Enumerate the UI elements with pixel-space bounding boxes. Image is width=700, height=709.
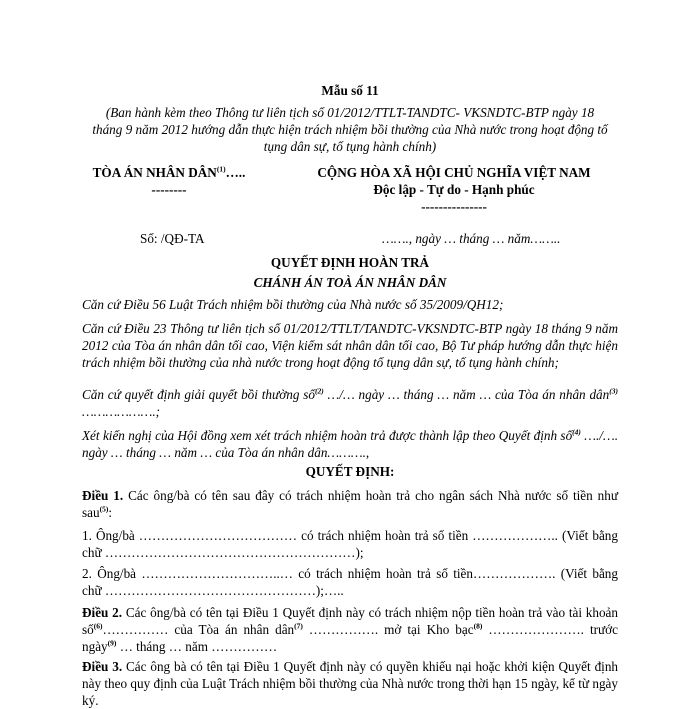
nation-block <box>284 164 624 215</box>
article-2: Điều 2. Các ông/bà có tên tại Điều 1 Quyết định này có trách nhiệm nộp tiền hoàn trả vào tài khoản số$^{(6)}$…………… của Tòa án nhân dân$^{(7)}$ ……………. mở tại Kho bạc$^{(8)}$ …………………. trước ngày$^{(9)}$ … tháng … năm …………… <box>82 605 619 654</box>
basis-2: Căn cứ Điều 23 Thông tư liên tịch số 01/2012/TTLT/TANDTC-VKSNDTC-BTP ngày 18 tháng 9 năm 2012 của Tòa án nhân dân tối cao, Viện kiểm sát nhân dân tối cao, Bộ Tư pháp hướng dẫn thực hiện trách nhiệm bồi thường của nhà nước trong hoạt động tố tụng dân sự, tố tụng hành chính; <box>82 321 618 370</box>
court-block <box>74 164 264 215</box>
nation-motto: Độc lập - Tự do - Hạnh phúc <box>373 182 535 197</box>
nation-name: CỘNG HÒA XÃ HỘI CHỦ NGHĨA VIỆT NAM <box>317 165 591 180</box>
article-1-item-1: 1. Ông/bà ……………………………… có trách nhiệm hoàn trả số tiền ……………….. (Viết bằng chữ …………………………………………………); <box>82 528 618 560</box>
motto-rule: --------------- <box>421 199 487 214</box>
document-header <box>74 164 624 215</box>
date-line: ……., ngày … tháng … năm…….. <box>382 231 561 246</box>
court-rule: -------- <box>151 182 187 197</box>
court-name: TÒA ÁN NHÂN DÂN$^{(1)}$….. <box>92 164 246 180</box>
form-subtitle: (Ban hành kèm theo Thông tư liên tịch số 01/2012/TTLT-TANDTC- VKSNDTC-BTP ngày 18 tháng 9 năm 2012 hướng dẫn thực hiện trách nhiệm bồi thường của Nhà nước trong hoạt động tố tụng dân sự, tố tụng hành chính) <box>92 105 608 154</box>
article-1-item-2: 2. Ông/bà …………………………..… có trách nhiệm hoàn trả số tiền………………. (Viết bằng chữ …………………………………………);….. <box>82 566 618 598</box>
form-number: Mẫu số 11 <box>321 83 379 98</box>
decision-heading: QUYẾT ĐỊNH: <box>305 464 395 479</box>
document-title: QUYẾT ĐỊNH HOÀN TRẢ <box>270 255 430 270</box>
document-authority: CHÁNH ÁN TOÀ ÁN NHÂN DÂN <box>253 275 447 290</box>
article-3: Điều 3. Các ông bà có tên tại Điều 1 Quyết định này có quyền khiếu nại hoặc khởi kiện Quyết định này theo quy định của Luật Trách nhiệm bồi thường của Nhà nước trong thời hạn 15 ngày, kể từ ngày ký. <box>82 659 619 708</box>
article-1: Điều 1. Các ông/bà có tên sau đây có trách nhiệm hoàn trả cho ngân sách Nhà nước số tiền như sau$^{(5)}$: <box>82 488 618 520</box>
basis-4: Xét kiến nghị của Hội đồng xem xét trách nhiệm hoàn trả được thành lập theo Quyết định số$^{(4)}$ …./…. ngày … tháng … năm … của Tòa án nhân dân………., <box>82 427 618 460</box>
basis-1: Căn cứ Điều 56 Luật Trách nhiệm bồi thường của Nhà nước số 35/2009/QH12; <box>82 297 504 312</box>
basis-3: Căn cứ quyết định giải quyết bồi thường số$^{(2)}$ …/… ngày … tháng … năm … của Tòa án nhân dân$^{(3)}$ ……………….; <box>82 386 618 419</box>
reference-number: Số: /QĐ-TA <box>140 231 205 246</box>
